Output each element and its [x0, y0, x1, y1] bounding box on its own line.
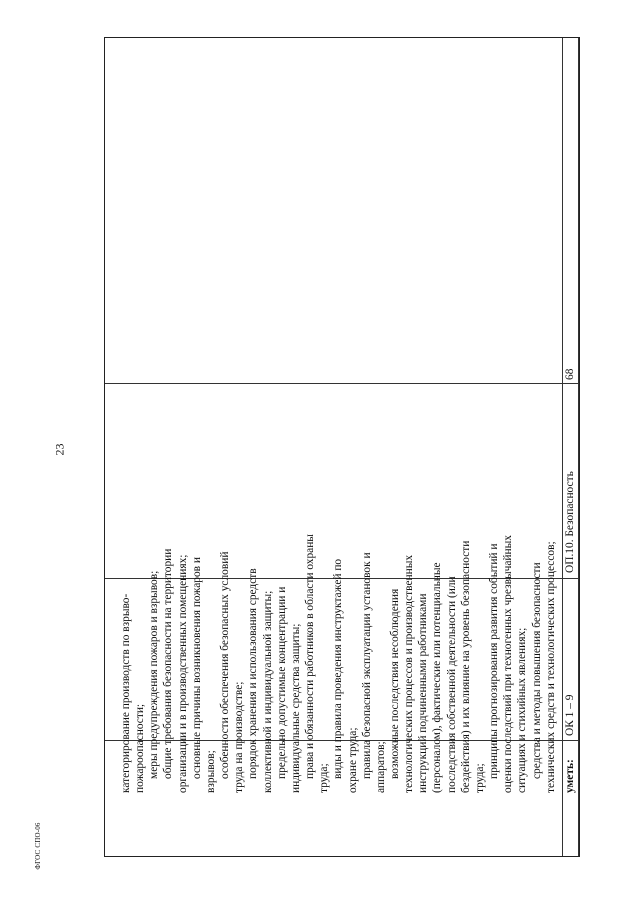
content-line: взрывов; — [204, 750, 217, 793]
hours-value: 68 — [564, 368, 576, 380]
page-number: 23 — [52, 443, 67, 456]
content-line: основные причины возникновения пожаров и — [190, 557, 203, 779]
content-line: правила безопасной эксплуатации установок и — [360, 552, 373, 779]
content-line: виды и правила проведения инструктажей по — [332, 558, 345, 779]
content-line: технологических процессов и производственных — [403, 554, 416, 793]
content-line: коллективной и индивидуальной защиты; — [261, 590, 274, 793]
content-line: предельно допустимые концентрации и — [275, 586, 288, 779]
content-line: пожароопасности; — [134, 703, 147, 793]
competencies-cell — [563, 695, 577, 736]
content-line: порядок хранения и использования средств — [247, 568, 260, 779]
content-line: особенности обеспечения безопасных условий — [219, 551, 232, 779]
content-line: труда; — [473, 763, 486, 793]
content-line: труда; — [318, 763, 331, 793]
content-line: инструкций подчиненными работниками — [417, 593, 430, 793]
content-line: средства и методы повышения безопасности — [530, 562, 543, 779]
content-line: труда на производстве; — [233, 681, 246, 793]
content-line: категорирование производств по взрыво- — [120, 593, 132, 793]
content-line: ситуациях и стихийных явлениях; — [516, 627, 529, 793]
content-line: права и обязанности работников в области охраны — [304, 534, 317, 779]
content-line: технических средств и технологических процессов; — [544, 541, 557, 793]
content-line: принципы прогнозирования развития событий и — [488, 543, 501, 779]
content-line: охране труда; — [346, 727, 359, 793]
content-line: возможные последствия несоблюдения — [388, 588, 401, 779]
content-line: бездействия) и их влияние на уровень безопасности — [459, 540, 472, 793]
standards-table — [104, 37, 580, 857]
discipline-cell — [563, 471, 577, 573]
umet-cell — [563, 759, 577, 793]
document-code: ФГОС СПО-06 — [34, 822, 42, 870]
competencies-code: ОК 1 – 9 — [564, 694, 576, 736]
table-row-divider — [105, 383, 579, 384]
discipline-name: ОП.10. Безопасность — [564, 471, 576, 573]
content-line: оценки последствий при техногенных чрезвычайных — [502, 535, 515, 793]
table-column-divider — [578, 38, 579, 856]
content-line: меры предупреждения пожаров и взрывов; — [148, 570, 161, 779]
hours-cell — [563, 369, 577, 380]
knowledge-content-cell — [119, 534, 558, 793]
content-line: индивидуальные средства защиты; — [289, 623, 302, 793]
content-line: (персоналом), фактические или потенциальные — [431, 562, 444, 793]
content-line: аппаратов; — [374, 741, 387, 793]
umet-label: уметь: — [564, 759, 576, 793]
content-line: организации и в производственных помещениях; — [176, 554, 189, 793]
content-line: общие требования безопасности на территории — [162, 548, 175, 779]
content-line: последствия собственной деятельности (или — [445, 576, 458, 793]
